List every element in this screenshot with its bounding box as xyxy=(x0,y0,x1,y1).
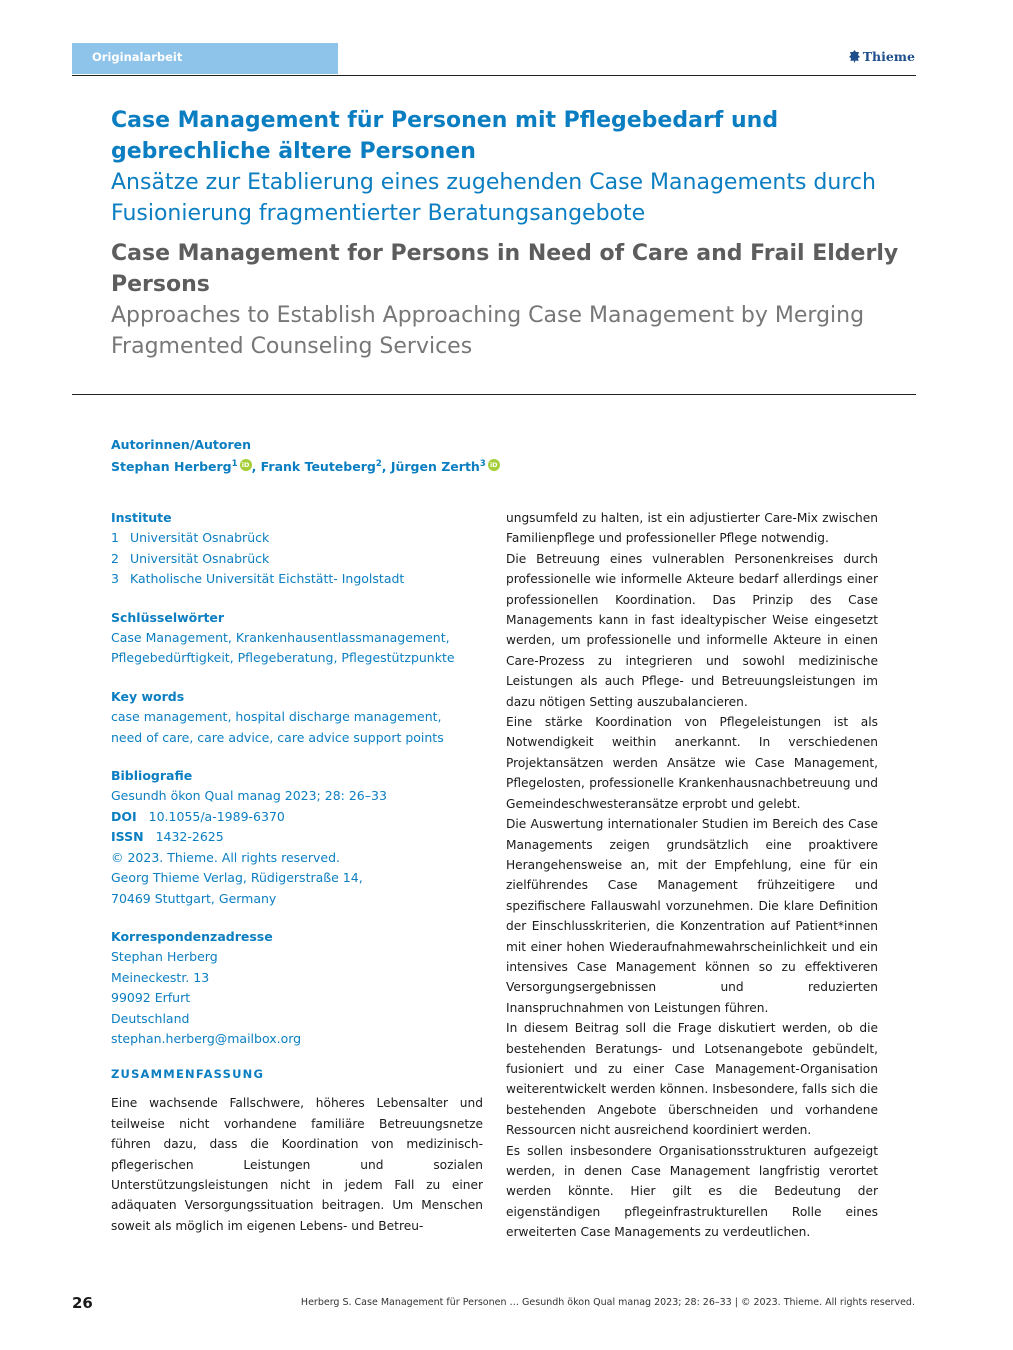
institute-item xyxy=(111,549,483,569)
correspondence-email[interactable]: stephan.herberg@mailbox.org xyxy=(111,1030,302,1046)
keywords-german-section xyxy=(111,608,483,669)
institutes-section xyxy=(111,508,483,590)
institute-name: Universität Osnabrück xyxy=(130,550,270,566)
article-type-badge xyxy=(72,43,338,74)
summary-paragraph: ungsumfeld zu halten, ist ein adjustierter Care-Mix zwischen Familienpflege und professioneller Pflege notwendig. xyxy=(506,511,878,546)
author-name: Jürgen Zerth xyxy=(390,459,480,475)
correspondence-section xyxy=(111,927,483,1049)
title-german: Case Management für Personen mit Pflegebedarf und gebrechliche ältere Personen xyxy=(111,108,779,164)
institute-number: 2 xyxy=(111,550,119,566)
copyright-line: © 2023. Thieme. All rights reserved. xyxy=(111,849,340,865)
publisher-address-line: Georg Thieme Verlag, Rüdigerstraße 14, xyxy=(111,870,363,886)
institute-number: 1 xyxy=(111,530,119,546)
summary-paragraph: Es sollen insbesondere Organisationsstrukturen aufgezeigt werden, in denen Case Management langfristig verortet werden könnte. Hier gilt es die Bedeutung der eigenständigen pflegeinfrastrukturellen Rolle eines erweiterten Case Managements zu verdeutlichen. xyxy=(506,1143,878,1240)
keywords-english-section xyxy=(111,687,483,748)
issn-label: ISSN xyxy=(111,829,144,845)
author-name: Stephan Herberg xyxy=(111,459,232,475)
authors-label: Autorinnen/Autoren xyxy=(111,437,252,452)
correspondence-heading: Korrespondenzadresse xyxy=(111,928,273,944)
correspondence-line: Deutschland xyxy=(111,1010,190,1026)
issn-value: 1432-2625 xyxy=(155,829,224,845)
page-number: 26 xyxy=(72,1294,93,1312)
summary-paragraph: Die Betreuung eines vulnerablen Personenkreises durch professionelle wie informelle Akteure bedarf allerdings einer professionellen Koordination. Das Prinzip des Case Managements kann in fast idealtypischer Weise eingesetzt werden, um professionelle und informelle Akteure in einen Care-Prozess zu integrieren und sowohl medizinische Leistungen als auch Pflege- und Betreuungsleistungen im dazu nötigen Setting auszubalancieren. xyxy=(506,551,878,709)
subtitle-german: Ansätze zur Etablierung eines zugehenden Case Managements durch Fusionierung fragmentierter Beratungsangebote xyxy=(111,170,876,226)
author-list xyxy=(111,454,611,477)
author-separator: , xyxy=(381,459,391,475)
summary-paragraph: Die Auswertung internationaler Studien im Bereich des Case Managements zeigen grundsätzlich eine proaktivere Herangehensweise an, mit der Empfehlung, eine für ein zielführendes Case Management frühzeitigere und spezifischere Fallauswahl vorzunehmen. Die klare Definition der Einschlusskriterien, die Konzentration auf Patient*innen mit einer hohen Wiederaufnahmewahrscheinlichkeit und ein intensives Case Management können so zu effektiveren Versorgungsergebnissen und reduzierten Inanspruchnahmen von Leistungen führen. xyxy=(506,817,878,1015)
author-affiliation: 1 xyxy=(231,459,238,469)
keywords-line: need of care, care advice, care advice support points xyxy=(111,729,444,745)
institute-name: Universität Osnabrück xyxy=(130,530,270,546)
thieme-emblem-icon xyxy=(849,50,860,63)
authors-block xyxy=(111,435,611,477)
summary-paragraph: Eine stärke Koordination von Pflegeleistungen ist als Notwendigkeit weithin anerkannt. In verschiedenen Projektansätzen werden Ansätze wie Case Management, Pflegelosten, professionelle Krankenhausnachbetreuung und Gemeindeschwesteransätze erprobt und gelebt. xyxy=(506,715,878,811)
publisher-name: Thieme xyxy=(862,49,915,64)
correspondence-line: 99092 Erfurt xyxy=(111,990,191,1006)
keywords-line: Pflegebedürftigkeit, Pflegeberatung, Pflegestützpunkte xyxy=(111,650,455,666)
keywords-english-heading: Key words xyxy=(111,688,185,704)
author-name: Frank Teuteberg xyxy=(260,459,376,475)
keywords-german-heading: Schlüsselwörter xyxy=(111,609,225,625)
doi-row xyxy=(111,807,483,827)
title-block xyxy=(111,105,901,362)
title-english: Case Management for Persons in Need of Care and Frail Elderly Persons xyxy=(111,241,899,297)
title-rule xyxy=(72,394,916,395)
orcid-icon[interactable]: iD xyxy=(240,459,252,471)
keywords-line: Case Management, Krankenhausentlassmanagement, xyxy=(111,630,450,646)
institute-name: Katholische Universität Eichstätt- Ingolstadt xyxy=(130,571,405,587)
institute-item xyxy=(111,569,483,589)
orcid-icon[interactable]: iD xyxy=(488,459,500,471)
journal-citation: Gesundh ökon Qual manag 2023; 28: 26–33 xyxy=(111,788,387,804)
doi-label: DOI xyxy=(111,808,137,824)
publisher-logo xyxy=(849,49,915,64)
correspondence-line: Meineckestr. 13 xyxy=(111,969,210,985)
summary-paragraph: In diesem Beitrag soll die Frage diskutiert werden, ob die bestehenden Beratungs- und Lotsenangebote gebündelt, fusioniert und zu einer Case Management-Organisation weiterentwickelt werden können. Insbesondere, falls sich die bestehenden Angebote überschneiden und vorhandene Ressourcen nicht ausreichend koordiniert werden. xyxy=(506,1021,878,1138)
bibliography-heading: Bibliografie xyxy=(111,768,193,784)
author-affiliation: 2 xyxy=(375,459,382,469)
institute-item xyxy=(111,528,483,548)
keywords-line: case management, hospital discharge management, xyxy=(111,709,442,725)
author-affiliation: 3 xyxy=(479,459,486,469)
institutes-heading: Institute xyxy=(111,510,172,525)
summary-text: Eine wachsende Fallschwere, höheres Lebensalter und teilweise nicht vorhandene familiäre Betreuungsnetze führen dazu, dass die Koordination von medizinisch-pflegerischen Leistungen und sozialen Unterstützungsleistungen nicht in jedem Fall zu einer adäquaten Versorgungssituation beitragen. Um Menschen soweit als möglich im eigenen Lebens- und Betreu- xyxy=(111,1096,483,1233)
publisher-address-line: 70469 Stuttgart, Germany xyxy=(111,890,277,906)
subtitle-english: Approaches to Establish Approaching Case Management by Merging Fragmented Counseling Services xyxy=(111,303,865,359)
summary-heading: ZUSAMMENFASSUNG xyxy=(111,1067,265,1082)
header-rule xyxy=(72,75,916,76)
left-column xyxy=(111,508,483,1236)
institute-number: 3 xyxy=(111,571,119,587)
correspondence-line: Stephan Herberg xyxy=(111,949,218,965)
right-column xyxy=(506,508,878,1243)
footer-citation: Herberg S. Case Management für Personen … Gesundh ökon Qual manag 2023; 28: 26–33 | © 2023. Thieme. All rights reserved. xyxy=(300,1297,915,1308)
issn-row xyxy=(111,827,483,847)
article-type-label: Originalarbeit xyxy=(92,50,183,64)
bibliography-section xyxy=(111,766,483,909)
author-separator: , xyxy=(251,459,261,475)
doi-link[interactable]: 10.1055/a-1989-6370 xyxy=(148,808,285,824)
